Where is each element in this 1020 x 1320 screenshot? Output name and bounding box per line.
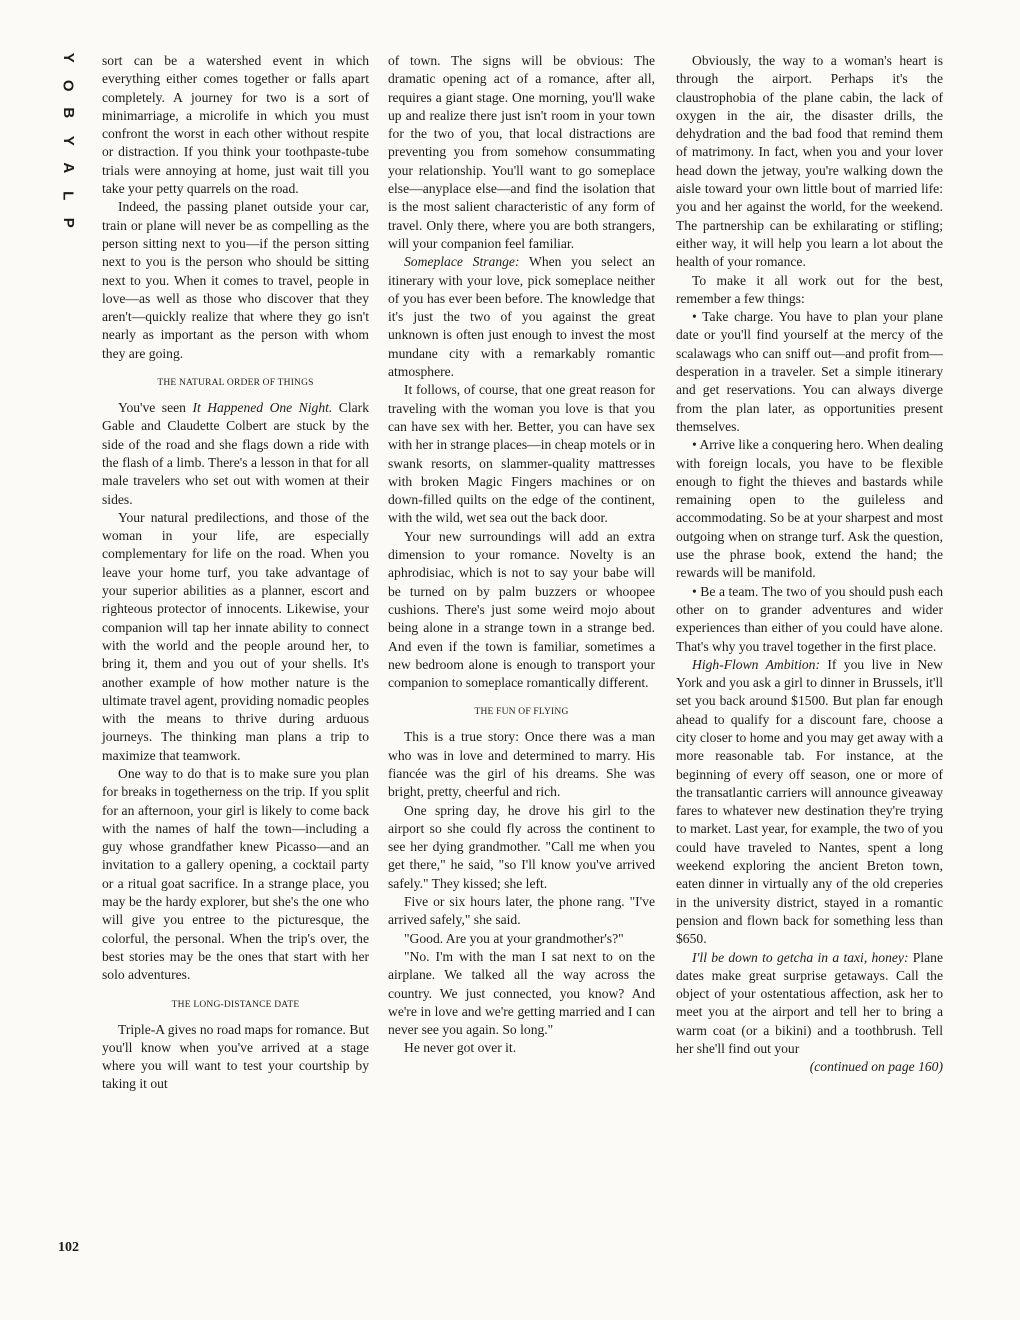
bullet-item: • Take charge. You have to plan your plane date or you'll find yourself at the mercy of the scalawags who can sniff out—and profit from—desperation in a traveler. Set a simple itinerary and get reservations. You can always diverge from the plan later, as opportunities present themselves. [676,309,943,434]
paragraph-text: If you live in New York and you ask a girl to dinner in Brussels, it'll set you back around $1500. But plan far enough ahead to qualify for a discount fare, choose a city closer to home and you may get away with a more reasonable tab. For instance, at the beginning of every off season, one or more of the transatlantic carriers will announce giveaway fares to whatever new destination they're trying to market. Last year, for example, the two of you could have traveled to Nantes, spent a long weekend exploring the ancient Breton town, eaten dinner in virtually any of the old creperies in the university district, stayed in a romantic pension and flown back for something less than $650. [676,656,943,947]
paragraph: One spring day, he drove his girl to the airport so she could fly across the continent to see her dying grandmother. "Call me when you get there," he said, "so I'll know you've arrived safely." They kissed; she left. [388,802,655,891]
logo-letter: Y [59,52,77,63]
paragraph-text: Plane dates make great surprise getaways. Call the object of your ostentatious affection, ask her to meet you at the airport and tell her to bring a warm coat (or a bikini) and a toothbrush. Tell her she'll find out your [676,949,943,1057]
paragraph: It follows, of course, that one great reason for traveling with the woman you love is that you can have sex with her. Better, you can have sex with her in strange places—in cheap motels or in swank resorts, on slammer-quality mattresses with broken Magic Fingers machines or on down-filled quilts on the edge of the continent, with the wild, wet sea out the back door. [388,382,655,526]
run-in-heading: I'll be down to getcha in a taxi, honey: [692,949,909,965]
bullet-item: • Be a team. The two of you should push each other on to grander adventures and wider experiences than either of you could have alone. That's why you travel together in the first place. [676,583,943,654]
bullet-item: • Arrive like a conquering hero. When dealing with foreign locals, you have to be flexible enough to fight the thieves and bastards while remaining open to the guileless and accommodating. So be at your sharpest and most outgoing when on strange turf. Ask the question, use the phrase book, extend the hand; the rewards will be manifold. [676,437,943,581]
paragraph: of town. The signs will be obvious: The dramatic opening act of a romance, after all, requires a giant stage. One morning, you'll wake up and realize there just isn't room in your town for the two of you, that local distractions are preventing you from somehow consummating your relationship. You'll want to go someplace else—anyplace else—and find the isolation that is the most salient characteristic of any form of travel. Only there, where you are both strangers, will your companion feel familiar. [388,53,655,251]
paragraph: He never got over it. [404,1040,517,1056]
run-in-heading: Someplace Strange: [404,254,520,270]
paragraph-text: Clark Gable and Claudette Colbert are stuck by the side of the road and she flags down a ride with the flash of a limb. There's a lesson in that for all male travelers who set out with women at their sides. [102,400,369,507]
paragraph [676,949,943,1059]
paragraph [102,399,369,509]
film-title: It Happened One Night. [192,400,333,416]
logo-letter: B [59,107,77,119]
paragraph: Five or six hours later, the phone rang. "I've arrived safely," she said. [388,894,655,928]
logo-letter: L [59,190,77,200]
article-column-3 [676,52,943,1077]
article-column-2 [388,52,655,1058]
run-in-heading: High-Flown Ambition: [692,656,820,672]
paragraph: Obviously, the way to a woman's heart is through the airport. Perhaps it's the claustrophobia of the plane cabin, the lack of oxygen in the air, the disaster drills, the dehydration and the bad food that remind them of matrimony. In fact, when you and your lover head down the jetway, you're walking down the aisle toward your own little bout of married life: you and her against the world, for the weekend. The partnership can be exhilarating or stifling; either way, it will help you learn a lot about the health of your romance. [676,53,943,270]
paragraph: Triple-A gives no road maps for romance. But you'll know when you've arrived at a stage where you will want to test your courtship by taking it out [102,1021,369,1092]
paragraph: To make it all work out for the best, remember a few things: [676,272,943,306]
paragraph: "No. I'm with the man I sat next to on the airplane. We talked all the way across the country. We just connected, you know? And we're in love and we're getting married and I can never see you again. So long." [388,948,655,1038]
paragraph [388,253,655,381]
paragraph: Your natural predilections, and those of the woman in your life, are especially complementary for life on the road. When you leave your home turf, you take advantage of your superior abilities as a planner, escort and righteous protector of innocents. Likewise, your companion will tap her innate ability to connect with the world and the people around her, to bring it, them and you out of your shells. It's another example of how mother nature is the ultimate travel agent, providing nomadic peoples with the means to thrive during arduous journeys. The thinking man plans a trip to maximize that teamwork. [102,509,369,763]
paragraph-text: When you select an itinerary with your love, pick someplace neither of you has ever been before. The knowledge that it's just the two of you against the great unknown is often just enough to invest the most mundane city with a remarkably romantic atmosphere. [388,254,655,380]
logo-letter: O [59,79,77,92]
logo-letter: A [59,162,77,174]
paragraph-text: You've seen [118,400,193,416]
paragraph [676,656,943,949]
continued-note: (continued on page 160) [809,1059,943,1075]
paragraph: Your new surroundings will add an extra dimension to your romance. Novelty is an aphrodisiac, which is not to say your babe will be turned on by palm buzzers or whoopee cushions. There's just some weird mojo about being alone in a strange town in a strange bed. And even if the town is familiar, sometimes a new bedroom alone is enough to transport your companion to someplace romantically different. [388,528,655,691]
section-heading: THE LONG-DISTANCE DATE [171,999,300,1010]
logo-letter: Y [59,135,77,146]
paragraph: This is a true story: Once there was a man who was in love and determined to marry. His fiancée was the girl of his dreams. She was bright, pretty, cheerful and rich. [388,729,655,800]
section-heading: THE FUN OF FLYING [474,707,569,718]
logo-letter: P [59,217,77,228]
section-heading: THE NATURAL ORDER OF THINGS [157,378,314,389]
page-number: 102 [58,1240,79,1255]
paragraph: Indeed, the passing planet outside your car, train or plane will never be as compelling as the person sitting next to you—if the person sitting next to you is the person who should be sitting next to you. When it comes to travel, people in love—as well as those who discover that they aren't—quickly realize that where they go isn't nearly as important as the person with whom they are going. [102,199,369,361]
paragraph: One way to do that is to make sure you plan for breaks in togetherness on the trip. If you split for an afternoon, your girl is likely to come back with the names of half the town—including a guy whose grandfather knew Picasso—and an invitation to a gallery opening, a cocktail party or a ritual goat sacrifice. In a strange place, you may be the hardy explorer, but she's the one who will give you entree to the picturesque, the colorful, the personal. When the trip's over, the best stories may be the ones that start with her solo adventures. [102,765,369,983]
paragraph: sort can be a watershed event in which everything either comes together or falls apart completely. A journey for two is a sort of minimarriage, a microlife in which you must confront the worst in each other without respite or distraction. If you think your toothpaste-tube trials were annoying at home, just wait till you take your petty quarrels on the road. [102,53,369,197]
article-column-1 [102,52,369,1094]
magazine-logo [56,44,80,237]
paragraph: "Good. Are you at your grandmother's?" [404,930,624,946]
